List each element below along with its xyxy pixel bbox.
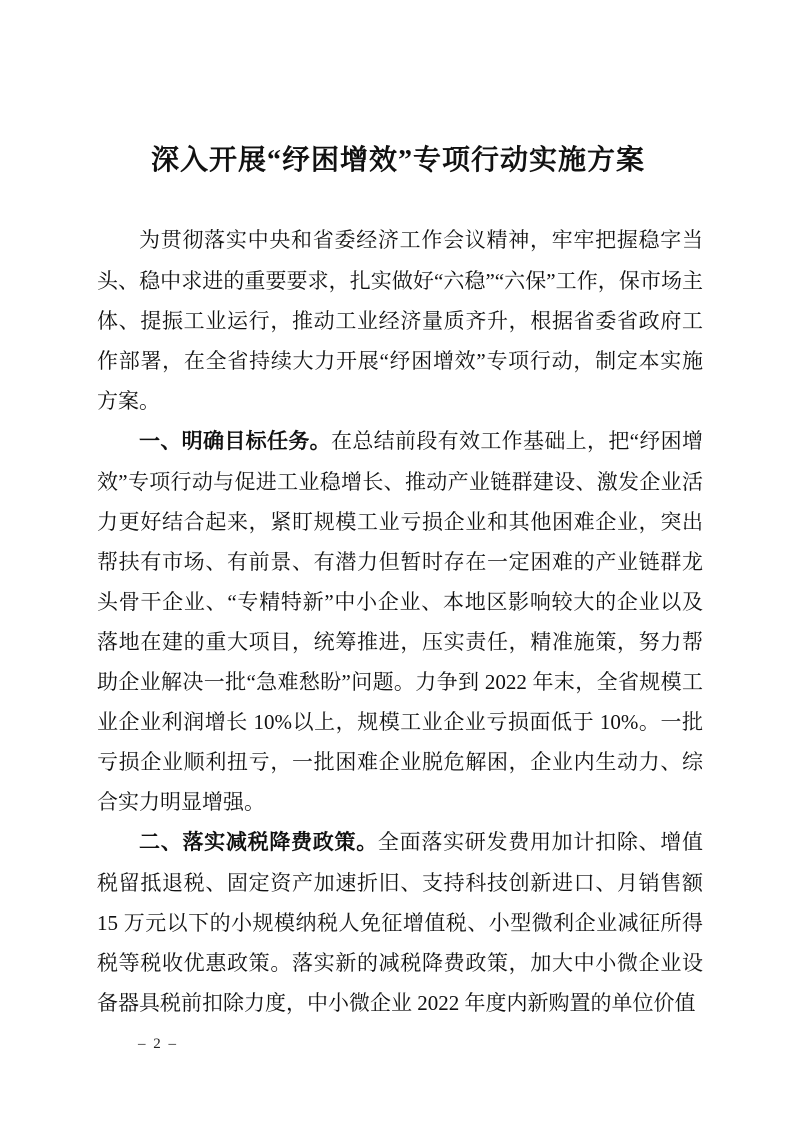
paragraph-lead: 一、明确目标任务。 <box>139 430 332 453</box>
page-number: – 2 – <box>138 1036 178 1052</box>
paragraph-lead: 二、落实减税降费政策。 <box>139 831 378 854</box>
paragraph-text: 全面落实研发费用加计扣除、增值税留抵退税、固定资产加速折旧、支持科技创新进口、月销售额 15 万元以下的小规模纳税人免征增值税、小型微利企业减征所得税等税收优惠政策。落实新的减税降费政策，加大中小微企业设备器具税前扣除力度，中小微企业 2022 年度内新购置的单位价值 <box>97 830 704 1015</box>
paragraph-text: 在总结前段有效工作基础上，把“纾困增效”专项行动与促进工业稳增长、推动产业链群建设、激发企业活力更好结合起来，紧盯规模工业亏损企业和其他困难企业，突出帮扶有市场、有前景、有潜力但暂时存在一定困难的产业链群龙头骨干企业、“专精特新”中小企业、本地区影响较大的企业以及落地在建的重大项目，统筹推进，压实责任，精准施策，努力帮助企业解决一批“急难愁盼”问题。力争到 2022 年末，全省规模工业企业利润增长 10%以上，规模工业企业亏损面低于 10%。一批亏损企业顺利扭亏，一批困难企业脱危解困，企业内生动力、综合实力明显增强。 <box>97 429 704 814</box>
paragraph-section-1 <box>97 421 703 822</box>
paragraph-intro <box>97 220 703 421</box>
document-title: 深入开展“纾困增效”专项行动实施方案 <box>150 145 645 176</box>
paragraph-section-2 <box>97 822 703 1023</box>
paragraph-text: 为贯彻落实中央和省委经济工作会议精神，牢牢把握稳字当头、稳中求进的重要要求，扎实做好“六稳”“六保”工作，保市场主体、提振工业运行，推动工业经济量质齐升，根据省委省政府工作部署，在全省持续大力开展“纾困增效”专项行动，制定本实施方案。 <box>97 228 703 413</box>
document-body <box>97 220 703 1023</box>
